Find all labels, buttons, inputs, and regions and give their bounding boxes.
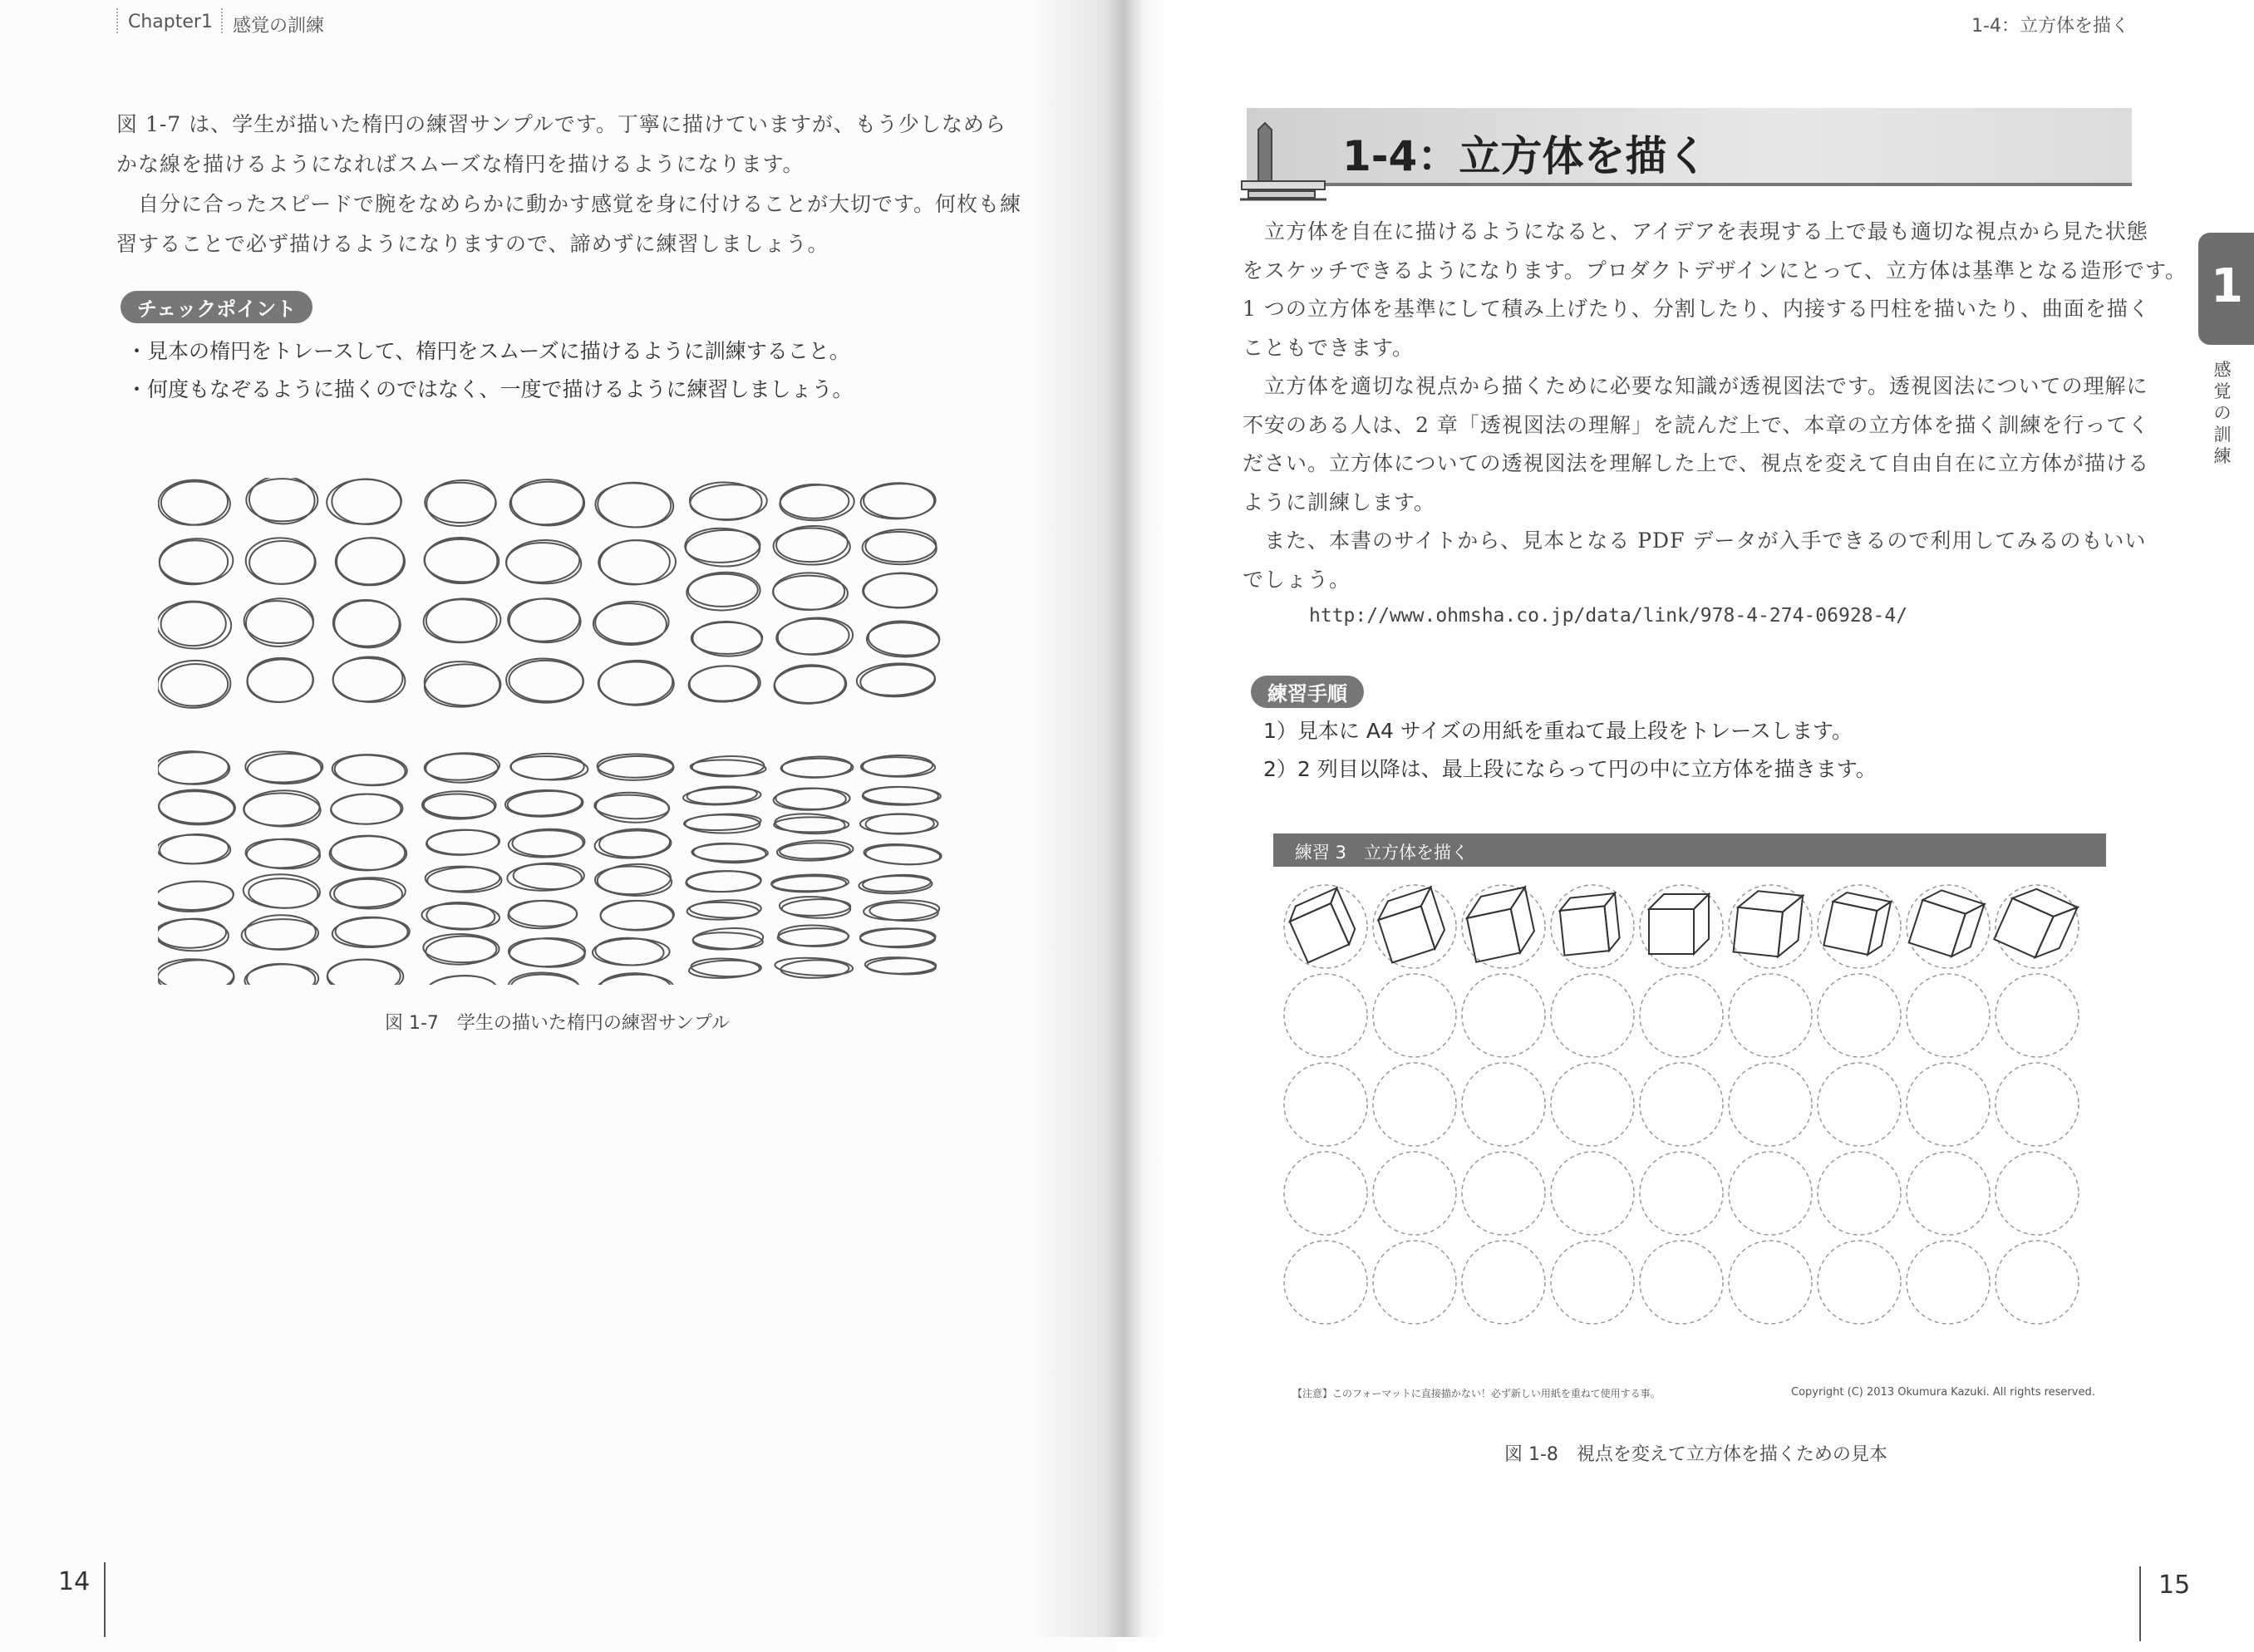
practice-ellipse [691, 622, 763, 654]
practice-ellipse [331, 794, 401, 824]
figure-caption-1-8: 図 1-8 視点を変えて立方体を描くための見本 [1504, 1444, 1887, 1465]
page-number-rule-right [2139, 1566, 2141, 1641]
practice-ellipse [422, 597, 501, 645]
page-number-right: 15 [2158, 1571, 2191, 1600]
practice-ellipse [158, 789, 235, 825]
practice-ellipse [780, 484, 849, 519]
practice-circle [1373, 1063, 1456, 1146]
practice-circle [1818, 1152, 1901, 1235]
intro-line: 自分に合ったスピードで腕をなめらかに動かす感覚を身に付けることが大切です。何枚も練 [116, 192, 1022, 216]
practice-ellipse [513, 863, 582, 890]
practice-ellipse [426, 935, 497, 966]
practice-ellipse [158, 879, 234, 913]
sample-cube [1823, 890, 1891, 957]
practice-ellipse [686, 571, 760, 612]
practice-ellipse [327, 959, 404, 985]
body-line: ように訓練します。 [1243, 489, 1436, 514]
practice-circle [1462, 1152, 1545, 1235]
practice-ellipse [158, 659, 231, 709]
sample-cube [1374, 887, 1449, 963]
practice-ellipse [507, 862, 585, 892]
practice-ellipse [600, 901, 673, 931]
practice-circle [1551, 974, 1634, 1057]
practice-ellipse [244, 963, 319, 985]
practice-ellipse [863, 787, 938, 805]
ellipse-sample-figure [158, 478, 972, 985]
intro-line: 習することで必ず描けるようになりますので、諦めずに練習しましょう。 [116, 232, 829, 256]
practice-ellipse [426, 754, 498, 783]
practice-ellipse [688, 573, 758, 607]
practice-ellipse [332, 656, 403, 704]
practice-ellipse [504, 789, 583, 818]
practice-circle [1551, 1152, 1634, 1235]
practice-ellipse [158, 917, 227, 949]
practice-circle [1818, 974, 1901, 1057]
practice-ellipse [598, 661, 674, 706]
body-text [1243, 213, 2187, 599]
practice-circle [1729, 974, 1812, 1057]
practice-ellipse [512, 828, 585, 858]
practice-circle [1818, 1063, 1901, 1146]
sample-cube [1994, 882, 2077, 965]
practice-circle [1462, 1241, 1545, 1324]
body-line: 立方体を適切な視点から描くために必要な知識が透視図法です。透視図法についての理解に [1243, 374, 2148, 398]
practice-circle [1818, 1241, 1901, 1324]
book-gutter [1031, 0, 1164, 1637]
chapter-thumb-label: 感覚の訓練 [2213, 360, 2232, 466]
sample-cube [1734, 889, 1804, 959]
running-head-section: 感覚の訓練 [233, 16, 325, 37]
step-item: 2）2 列目以降は、最上段にならって円の中に立方体を描きます。 [1263, 757, 1877, 781]
practice-ellipse [243, 789, 320, 828]
practice-ellipse [777, 617, 854, 656]
practice-circle [1373, 1241, 1456, 1324]
practice-circle [1551, 1241, 1634, 1324]
practice-ellipse [509, 660, 583, 702]
practice-ellipse [593, 603, 667, 646]
checkpoint-list [126, 332, 854, 409]
sample-data-url: http://www.ohmsha.co.jp/data/link/978-4-274-06928-4/ [1309, 605, 1908, 627]
practice-circle [1996, 885, 2079, 968]
practice-circle [1907, 974, 1990, 1057]
practice-ellipse [866, 814, 934, 834]
practice-ellipse [425, 482, 496, 523]
worksheet-copyright: Copyright (C) 2013 Okumura Kazuki. All rights reserved. [1791, 1386, 2095, 1399]
practice-circle [1551, 885, 1634, 968]
steps-list [1263, 712, 1877, 789]
practice-ellipse [508, 829, 583, 858]
practice-ellipse [511, 479, 585, 526]
practice-circle [1996, 1152, 2079, 1235]
practice-ellipse [426, 479, 496, 528]
practice-ellipse [687, 871, 761, 892]
practice-ellipse [426, 599, 497, 642]
practice-ellipse [245, 538, 315, 585]
practice-ellipse [159, 538, 234, 584]
practice-ellipse [598, 540, 676, 585]
practice-circle [1284, 974, 1367, 1057]
section-title: 1-4：立方体を描く [1342, 132, 1709, 180]
practice-ellipse [594, 482, 674, 529]
practice-ellipse [688, 665, 761, 704]
practice-ellipse [690, 483, 768, 521]
checkpoint-item: ・何度もなぞるように描くのではなく、一度で描けるように練習しましょう。 [126, 377, 854, 401]
practice-circle [1907, 1241, 1990, 1324]
page-number-rule [104, 1562, 106, 1637]
practice-circle [1996, 1063, 2079, 1146]
practice-circle [1729, 1241, 1812, 1324]
practice-ellipse [690, 901, 760, 919]
body-line: をスケッチできるようになります。プロダクトデザインにとって、立方体は基準となる造形です。 [1243, 258, 2188, 283]
practice-circle [1818, 885, 1901, 968]
running-head-right: 1-4：立方体を描く [1971, 16, 2129, 37]
practice-ellipse [594, 828, 672, 859]
practice-ellipse [158, 600, 232, 649]
intro-line: 図 1-7 は、学生が描いた楕円の練習サンプルです。丁寧に描けていますが、もう少しなめら [116, 112, 1006, 136]
practice-ellipse [860, 482, 937, 520]
practice-circle [1284, 1241, 1367, 1324]
practice-ellipse [332, 599, 400, 647]
practice-ellipse [422, 791, 496, 819]
practice-circle [1907, 1063, 1990, 1146]
sample-cube [1285, 888, 1360, 963]
running-head-chapter: Chapter1 [128, 12, 213, 32]
practice-circle [1907, 1152, 1990, 1235]
practice-ellipse [245, 750, 322, 784]
practice-ellipse [865, 529, 937, 563]
practice-ellipse [427, 829, 500, 855]
body-line: でしょう。 [1243, 567, 1351, 592]
body-line: 1 つの立方体を基準にして積み上げたり、分割したり、内接する円柱を描いたり、曲面を描く [1243, 297, 2150, 321]
practice-ellipse [244, 597, 314, 648]
body-line: 不安のある人は、2 章「透視図法の理解」を読んだ上で、本章の立方体を描く訓練を行ってく [1243, 412, 2150, 437]
cube-practice-grid [1280, 881, 2103, 1379]
pencil-icon [1237, 121, 1328, 204]
practice-ellipse [426, 975, 497, 985]
practice-ellipse [424, 537, 498, 584]
practice-ellipse [158, 957, 235, 985]
practice-circle [1373, 1152, 1456, 1235]
worksheet-title: 練習 3 立方体を描く [1295, 843, 1469, 863]
practice-circle [1640, 1152, 1723, 1235]
figure-caption-1-7: 図 1-7 学生の描いた楕円の練習サンプル [385, 1013, 730, 1034]
practice-ellipse [597, 863, 672, 896]
practice-circle [1551, 1063, 1634, 1146]
practice-circle [1729, 1152, 1812, 1235]
practice-ellipse [160, 602, 226, 647]
intro-line: かな線を描けるようになればスムーズな楕円を描けるようになります。 [116, 152, 805, 176]
practice-ellipse [598, 754, 673, 778]
practice-ellipse [691, 843, 768, 862]
body-line: また、本書のサイトから、見本となる PDF データが入手できるので利用してみるのもいい [1243, 529, 2147, 553]
practice-circle [1640, 974, 1723, 1057]
practice-ellipse [775, 524, 849, 563]
practice-ellipse [860, 927, 936, 948]
practice-ellipse [421, 902, 500, 931]
practice-circle [1640, 885, 1723, 968]
page-number-left: 14 [58, 1567, 91, 1596]
practice-circle [1462, 1063, 1545, 1146]
practice-circle [1996, 1241, 2079, 1324]
practice-ellipse [505, 538, 581, 584]
practice-ellipse [423, 933, 500, 963]
checkpoint-item: ・見本の楕円をトレースして、楕円をスムーズに描けるように訓練すること。 [126, 339, 850, 363]
practice-circle [1284, 1152, 1367, 1235]
chapter-thumb-number: 1 [2211, 259, 2243, 313]
practice-ellipse [158, 834, 230, 864]
practice-ellipse [334, 878, 402, 909]
intro-text [116, 105, 1021, 264]
body-line: 立方体を自在に描けるようになると、アイデアを表現する上で最も適切な視点から見た状態 [1243, 219, 2148, 243]
practice-circle [1729, 1063, 1812, 1146]
practice-circle [1640, 1063, 1723, 1146]
sample-cube [1649, 894, 1709, 954]
practice-ellipse [505, 657, 584, 704]
step-item: 1）見本に A4 サイズの用紙を重ねて最上段をトレースします。 [1263, 719, 1853, 743]
body-line: ださい。立方体についての透視図法を理解した上で、視点を変えて自由自在に立方体が描ける [1243, 451, 2150, 475]
practice-circle [1996, 974, 2079, 1057]
sample-cube [1463, 887, 1538, 962]
practice-circle [1462, 974, 1545, 1057]
sample-cube [1558, 893, 1621, 956]
steps-label: 練習手順 [1251, 676, 1364, 708]
practice-circle [1640, 1241, 1723, 1324]
practice-circle [1373, 974, 1456, 1057]
practice-circle [1284, 1063, 1367, 1146]
body-line: こともできます。 [1243, 335, 1415, 360]
worksheet-note: 【注意】このフォーマットに直接描かない！必ず新しい用紙を重ねて使用する事。 [1292, 1388, 1661, 1399]
checkpoint-label: チェックポイント [121, 291, 313, 323]
sample-cube [1909, 886, 1985, 961]
